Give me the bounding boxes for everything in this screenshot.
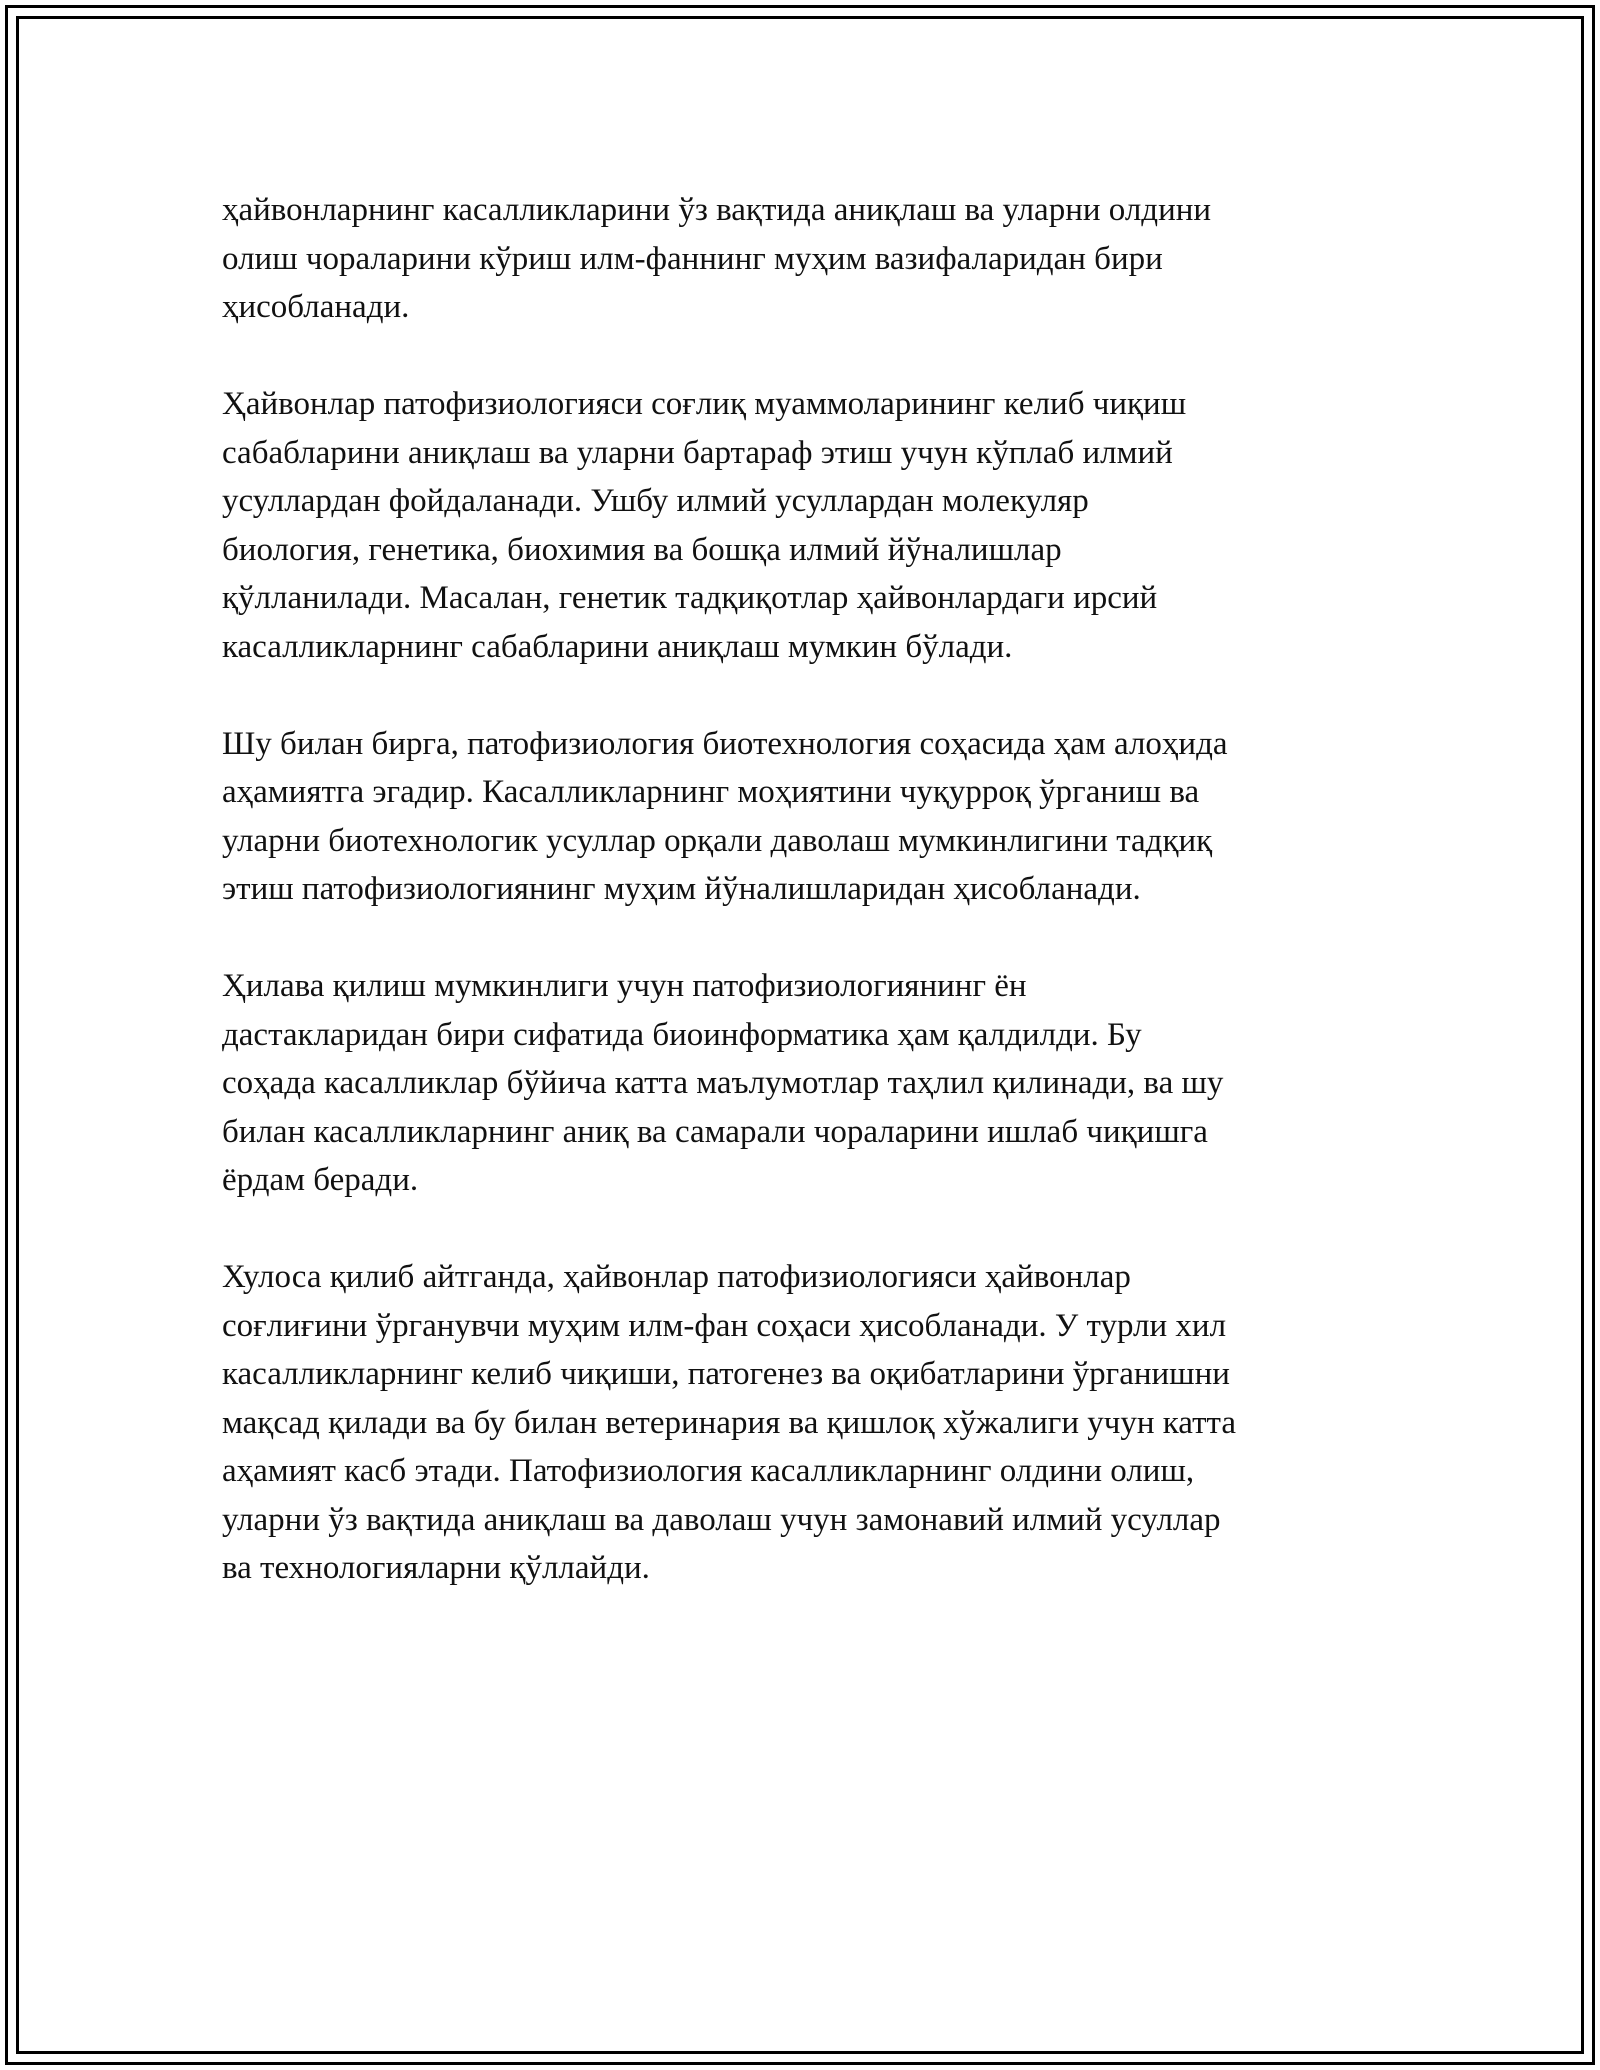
text-line: билан касалликларнинг аниқ ва самарали чораларини ишлаб чиқишга <box>222 1113 1208 1150</box>
text-line: Шу билан бирга, патофизиология биотехнология соҳасида ҳам алоҳида <box>222 725 1228 762</box>
text-line: Хулоса қилиб айтганда, ҳайвонлар патофизиологияси ҳайвонлар <box>222 1259 1131 1295</box>
text-line: биология, генетика, биохимия ва бошқа илмий йўналишлар <box>222 531 1062 568</box>
text-line: ва технологияларни қўллайди. <box>222 1550 650 1586</box>
text-line: усуллардан фойдаланади. Ушбу илмий усуллардан молекуляр <box>222 483 1089 519</box>
text-line: аҳамият касб этади. Патофизиология касалликларнинг олдини олиш, <box>222 1453 1195 1489</box>
paragraph-4 <box>222 962 1402 1205</box>
text-line: касалликларнинг сабабларини аниқлаш мумкин бўлади. <box>222 628 1013 665</box>
text-line: ёрдам беради. <box>222 1162 419 1198</box>
text-line: касалликларнинг келиб чиқиши, патогенез ва оқибатларини ўрганишни <box>222 1356 1230 1392</box>
paragraph-1 <box>222 186 1402 332</box>
paragraph-5 <box>222 1253 1402 1593</box>
text-line: олиш чораларини кўриш илм-фаннинг муҳим вазифаларидан бири <box>222 240 1163 277</box>
text-line: уларни ўз вақтида аниқлаш ва даволаш учун замонавий илмий усуллар <box>222 1501 1221 1538</box>
text-line: Ҳайвонлар патофизиологияси соғлиқ муаммоларининг келиб чиқиш <box>222 386 1187 422</box>
paragraph-2 <box>222 380 1402 671</box>
text-line: этиш патофизиологиянинг муҳим йўналишларидан ҳисобланади. <box>222 871 1141 907</box>
paragraph-3 <box>222 720 1402 914</box>
text-line: Ҳилава қилиш мумкинлиги учун патофизиологиянинг ён <box>222 968 1027 1004</box>
text-line: соҳада касалликлар бўйича катта маълумотлар таҳлил қилинади, ва шу <box>222 1065 1224 1101</box>
text-line: аҳамиятга эгадир. Касалликларнинг моҳиятини чуқурроқ ўрганиш ва <box>222 774 1200 810</box>
document-body <box>222 186 1402 1641</box>
text-line: ҳисобланади. <box>222 289 410 325</box>
text-line: дастакларидан бири сифатида биоинформатика ҳам қалдилди. Бу <box>222 1016 1142 1053</box>
text-line: соғлиғини ўрганувчи муҳим илм-фан соҳаси ҳисобланади. У турли хил <box>222 1307 1227 1344</box>
text-line: уларни биотехнологик усуллар орқали даволаш мумкинлигини тадқиқ <box>222 822 1213 859</box>
text-line: қўлланилади. Масалан, генетик тадқиқотлар ҳайвонлардаги ирсий <box>222 580 1158 616</box>
text-line: ҳайвонларнинг касалликларини ўз вақтида аниқлаш ва уларни олдини <box>222 192 1212 228</box>
text-line: мақсад қилади ва бу билан ветеринария ва қишлоқ хўжалиги учун катта <box>222 1404 1236 1441</box>
text-line: сабабларини аниқлаш ва уларни бартараф этиш учун кўплаб илмий <box>222 434 1173 471</box>
